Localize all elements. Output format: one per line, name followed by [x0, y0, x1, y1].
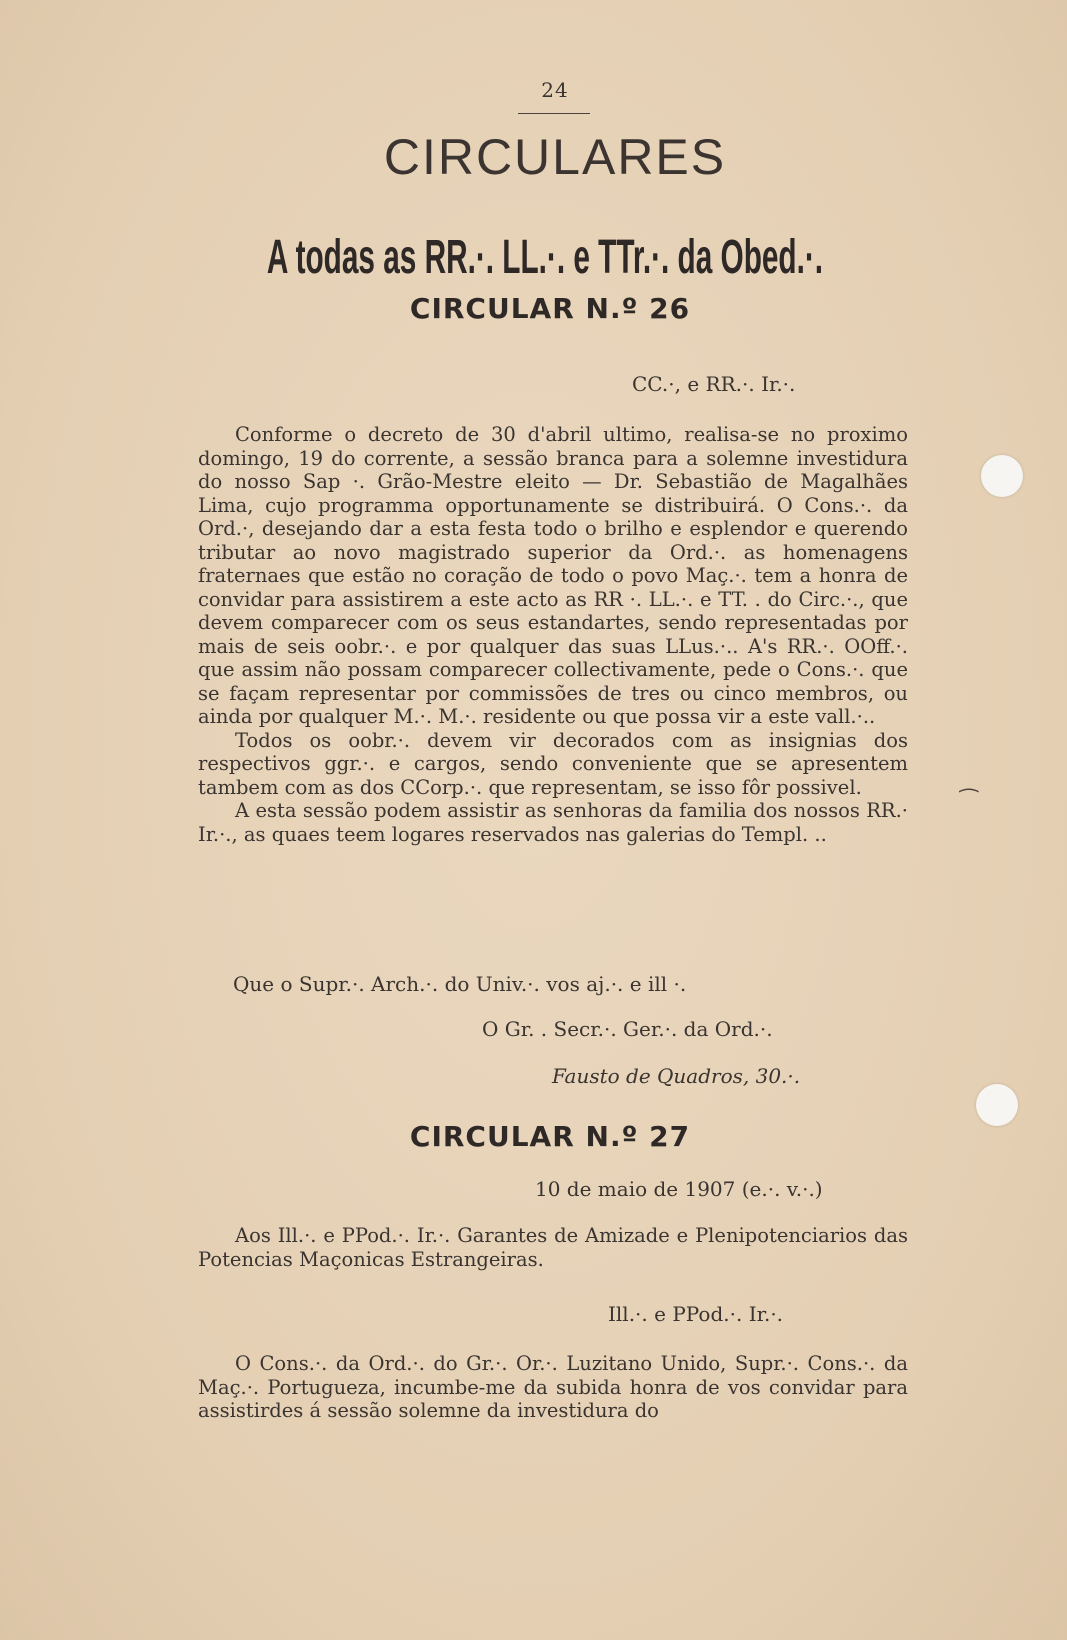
- circular-27-paragraph: O Cons.·. da Ord.·. do Gr.·. Or.·. Luzitano Unido, Supr.·. Cons.·. da Maç.·. Portugueza, incumbe-me da subida honra de vos convidar para assistirdes á sessão solemne da investidura do: [198, 1352, 908, 1422]
- binder-hole-top: [981, 455, 1023, 497]
- circular-27-address: Aos Ill.·. e PPod.·. Ir.·. Garantes de Amizade e Plenipotenciarios das Potencias Maçonicas Estrangeiras.: [198, 1224, 908, 1271]
- circular-26-paragraph-2: Todos os oobr.·. devem vir decorados com as insignias dos respectivos ggr.·. e cargos, sendo conveniente que se apresentem tambem com as dos CCorp.·. que representam, se isso fôr possivel.: [198, 728, 908, 799]
- page-number: 24: [541, 78, 569, 102]
- page-number-rule: [518, 113, 590, 114]
- circular-26-salutation: CC.·, e RR.·. Ir.·.: [632, 372, 796, 396]
- circular-27-salutation: Ill.·. e PPod.·. Ir.·.: [608, 1302, 784, 1326]
- section-heading: CIRCULARES: [383, 129, 727, 185]
- circular-26-paragraph-3: A esta sessão podem assistir as senhoras da familia dos nossos RR.· Ir.·., as quaes teem logares reservados nas galerias do Templ. ..: [198, 799, 908, 846]
- circular-26-sign-role: O Gr. . Secr.·. Ger.·. da Ord.·.: [482, 1017, 773, 1041]
- circular-27-address-block: [198, 1224, 908, 1271]
- circular-26-title: CIRCULAR N.º 26: [409, 292, 691, 325]
- circular-27-body: [198, 1352, 908, 1423]
- circular-27-date: 10 de maio de 1907 (e.·. v.·.): [535, 1177, 823, 1201]
- circular-26-closing: Que o Supr.·. Arch.·. do Univ.·. vos aj.·. e ill ·.: [233, 972, 687, 996]
- binder-hole-bottom: [976, 1084, 1018, 1126]
- circular-26-signature: Fausto de Quadros, 30.·.: [552, 1064, 801, 1088]
- circular-27-title: CIRCULAR N.º 27: [409, 1120, 691, 1153]
- circular-26-paragraph-1: Conforme o decreto de 30 d'abril ultimo, realisa-se no proximo domingo, 19 do corrente, a sessão branca para a solemne investidura do nosso Sap ·. Grão-Mestre eleito — Dr. Sebastião de Magalhães Lima, cujo programma opportunamente se distribuirá. O Cons.·. da Ord.·, desejando dar a esta festa todo o brilho e esplendor e querendo tributar ao novo magistrado superior da Ord.·. as homenagens fraternaes que estão no coração de todo o povo Maç.·. tem a honra de convidar para assistirem a este acto as RR ·. LL.·. e TT. . do Circ.·., que devem comparecer com os seus estandartes, sendo representadas por mais de seis oobr.·. e por qualquer das suas LLus.·.. A's RR.·. OOff.·. que assim não possam comparecer collectivamente, pede o Cons.·. que se façam representar por commissões de tres ou cinco membros, ou ainda por qualquer M.·. M.·. residente ou que possa vir a este vall.·..: [198, 423, 908, 728]
- section-subheading: A todas as RR.·. LL.·. e TTr.·. da Obed.·.: [266, 231, 824, 284]
- margin-mark-icon: ⁀: [960, 790, 978, 815]
- circular-26-body: [198, 423, 908, 846]
